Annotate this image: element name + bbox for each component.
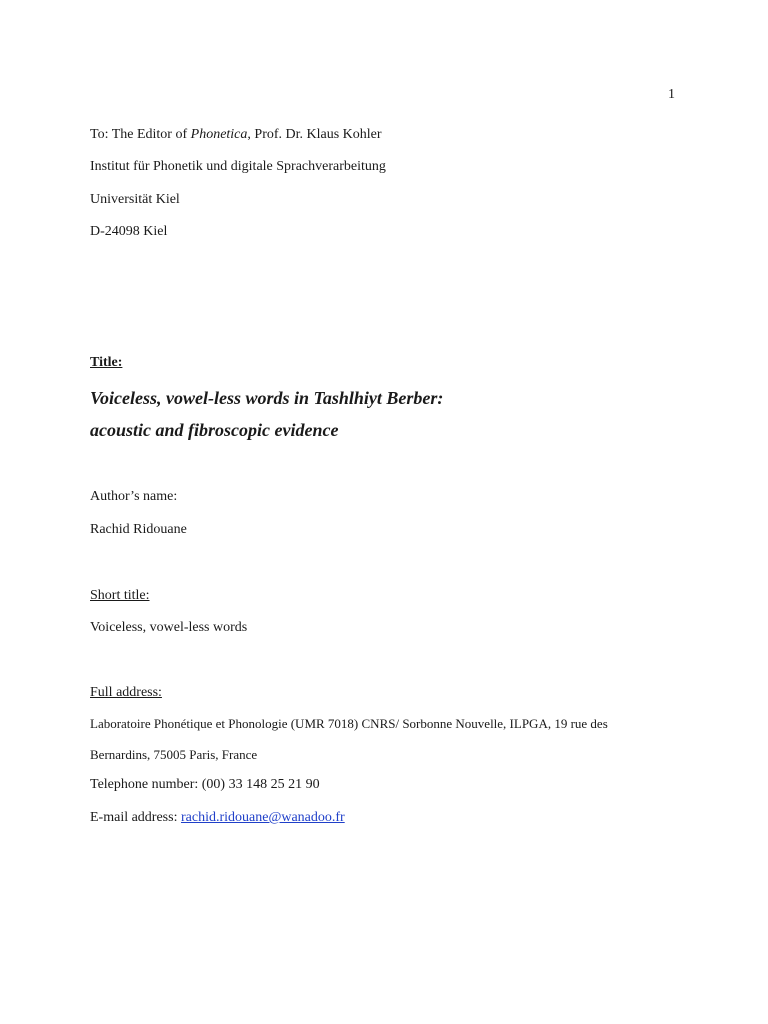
page-number: 1 — [668, 87, 675, 102]
author-label: Author’s name: — [90, 489, 178, 504]
address-line-2: Bernardins, 75005 Paris, France — [90, 747, 258, 762]
journal-name: Phonetica — [190, 127, 248, 142]
paper-title-line-2: acoustic and fibroscopic evidence — [90, 420, 339, 440]
paper-title-line-1: Voiceless, vowel-less words in Tashlhiyt Berber: — [90, 388, 444, 408]
university-line: Universität Kiel — [90, 192, 180, 207]
recipient-prefix: To: The Editor of — [90, 127, 191, 142]
telephone-line: Telephone number: (00) 33 148 25 21 90 — [90, 777, 320, 792]
institute-line: Institut für Phonetik und digitale Sprachverarbeitung — [90, 159, 386, 174]
short-title-value: Voiceless, vowel-less words — [90, 620, 248, 635]
full-address-label: Full address: — [90, 685, 162, 700]
author-name: Rachid Ridouane — [90, 522, 187, 537]
email-label: E-mail address: — [90, 810, 181, 825]
recipient-line — [90, 128, 382, 142]
title-label: Title: — [90, 355, 123, 370]
email-line — [90, 811, 345, 825]
email-link[interactable]: rachid.ridouane@wanadoo.fr — [180, 810, 345, 825]
address-line-1: Laboratoire Phonétique et Phonologie (UMR 7018) CNRS/ Sorbonne Nouvelle, ILPGA, 19 rue des — [90, 716, 608, 731]
postal-line: D-24098 Kiel — [90, 224, 168, 239]
short-title-label: Short title: — [90, 588, 150, 603]
recipient-suffix: , Prof. Dr. Klaus Kohler — [247, 127, 382, 142]
